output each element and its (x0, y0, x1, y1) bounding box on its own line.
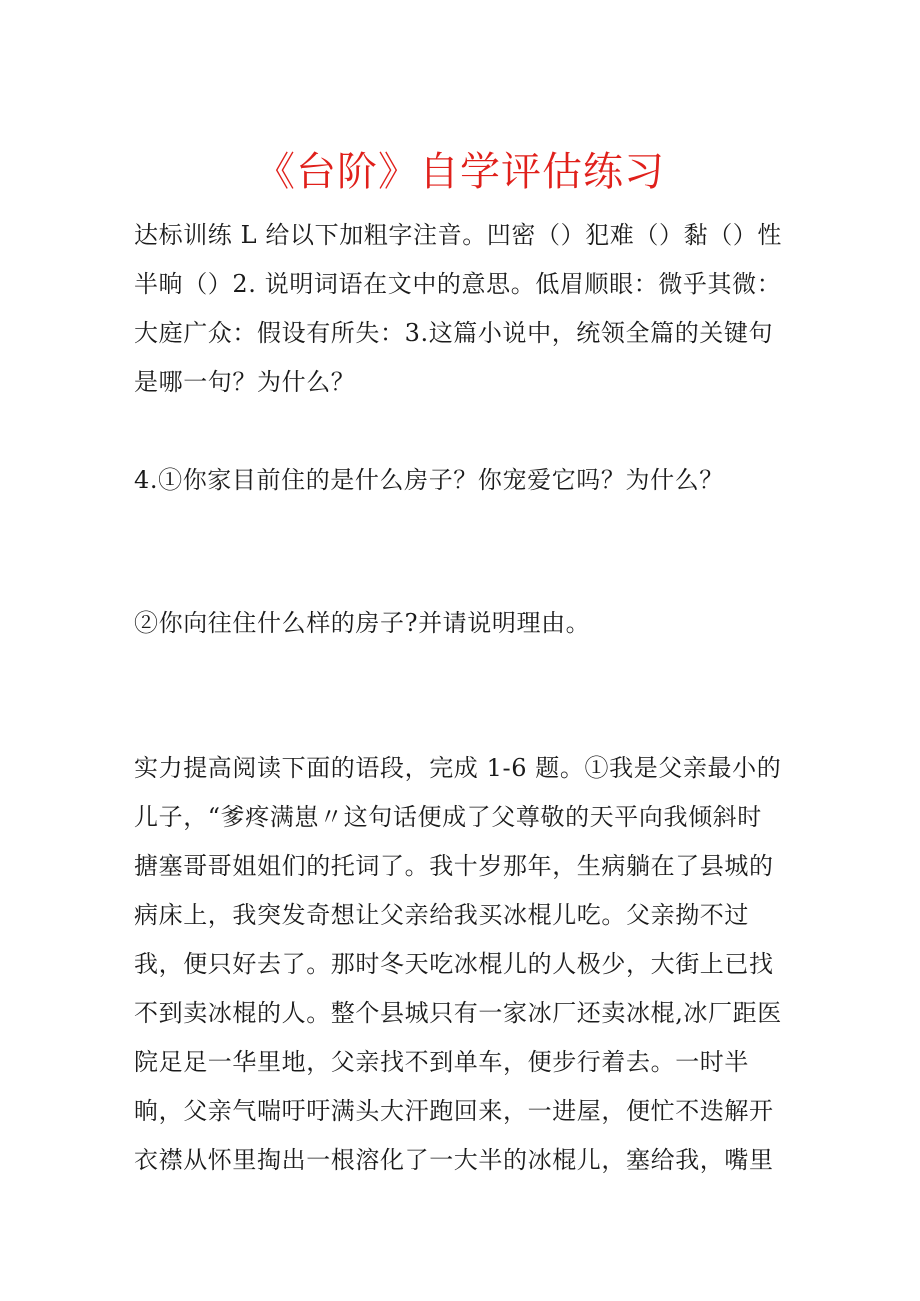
reading-line-1: 实力提高阅读下面的语段，完成 1-6 题。①我是父亲最小的 (134, 754, 782, 782)
exercise-line-2: 半晌（）2. 说明词语在文中的意思。低眉顺眼：微乎其微： (134, 270, 782, 298)
reading-line-3: 搪塞哥哥姐姐们的托词了。我十岁那年，生病躺在了县城的 (134, 852, 774, 880)
reading-line-7: 院足足一华里地，父亲找不到单车，便步行着去。一时半 (134, 1048, 749, 1076)
reading-line-5: 我，便只好去了。那时冬天吃冰棍儿的人极少，大街上已找 (134, 950, 774, 978)
reading-line-9: 衣襟从怀里掏出一根溶化了一大半的冰棍儿，塞给我，嘴里 (134, 1146, 774, 1174)
exercise-line-3: 大庭广众：假设有所失：3.这篇小说中，统领全篇的关键句 (134, 319, 774, 347)
reading-line-4: 病床上，我突发奇想让父亲给我买冰棍儿吃。父亲拗不过 (134, 901, 749, 929)
exercise-line-4: 是哪一句？为什么？ (134, 368, 356, 396)
document-title: 《台阶》自学评估练习 (255, 149, 665, 195)
reading-line-8: 晌，父亲气喘吁吁满头大汗跑回来，一进屋，便忙不迭解开 (134, 1097, 774, 1125)
exercise-line-1: 达标训练 L 给以下加粗字注音。凹密（）犯难（）黏（）性 (134, 221, 782, 249)
reading-line-2: 儿子，“爹疼满崽〃这句话便成了父尊敬的天平向我倾斜时 (134, 803, 762, 831)
question-4-part-1: 4.①你家目前住的是什么房子？你宠爱它吗？为什么？ (134, 466, 724, 494)
question-4-part-2: ②你向往住什么样的房子?并请说明理由。 (134, 609, 591, 637)
reading-line-6: 不到卖冰棍的人。整个县城只有一家冰厂还卖冰棍,冰厂距医 (134, 999, 782, 1027)
